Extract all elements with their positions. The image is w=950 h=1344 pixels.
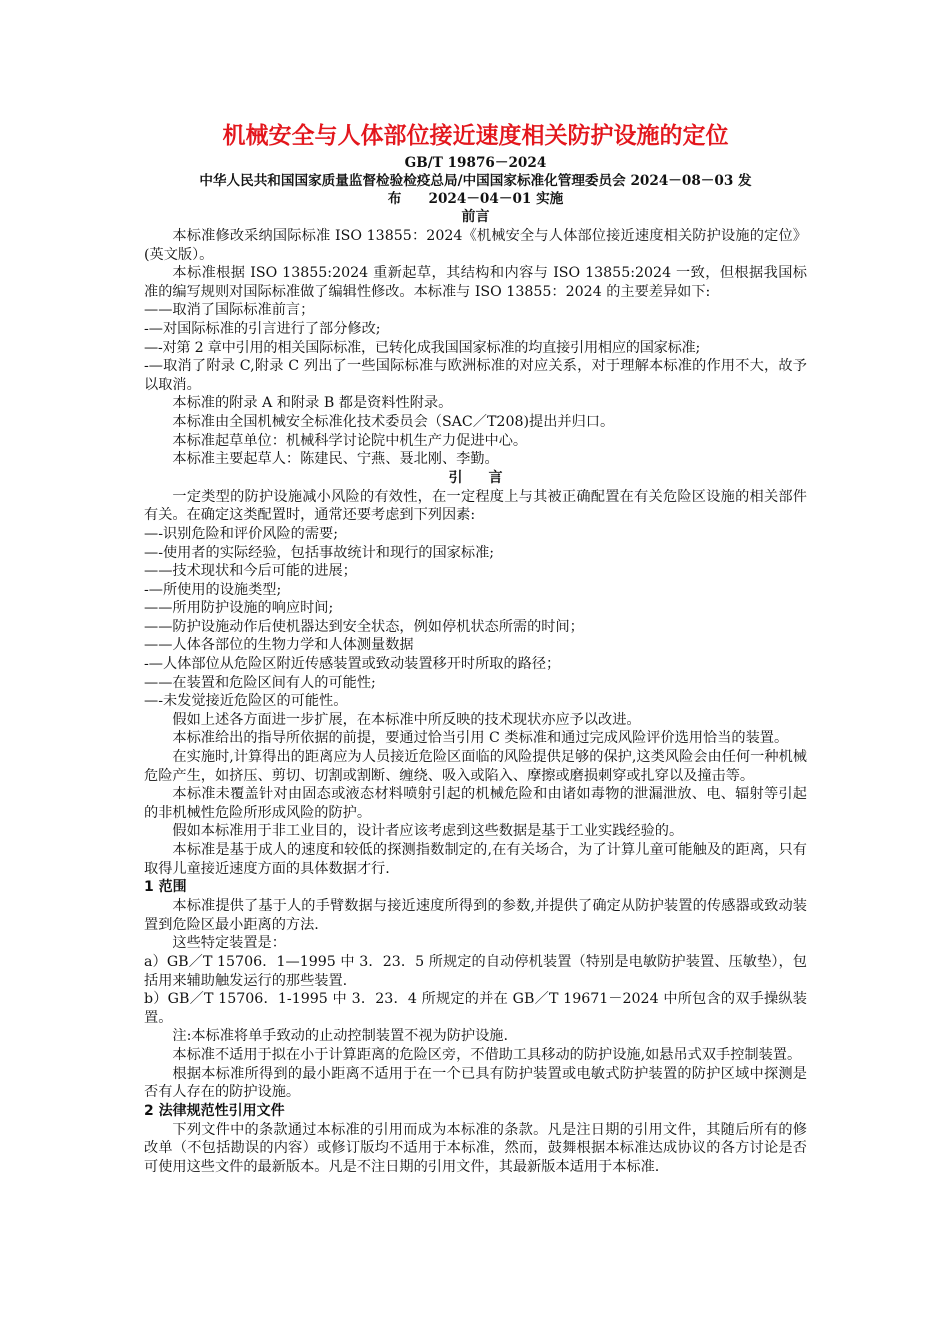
foreword-list-item: -—取消了附录 C,附录 C 列出了一些国际标准与欧洲标准的对应关系，对于理解本标准的作用不大，故予以取消。 [144, 358, 807, 393]
foreword-list-item: ——取消了国际标准前言； [144, 302, 315, 319]
foreword-list-item: -—对国际标准的引言进行了部分修改; [144, 320, 381, 337]
intro-list-item: —-识别危险和评价风险的需要; [144, 525, 339, 542]
intro-paragraph: 在实施时,计算得出的距离应为人员接近危险区面临的风险提供足够的保护,这类风险会由任何一种机械危险产生，如挤压、剪切、切割或割断、缠绕、吸入或陷入、摩擦或磨损刺穿或扎穿以及撞击等。 [144, 749, 807, 784]
intro-list-item: —-使用者的实际经验，包括事故统计和现行的国家标准; [144, 544, 495, 561]
foreword-heading: 前言 [461, 209, 490, 225]
publisher-line-2: 布 2024－04－01 实施 [387, 191, 564, 207]
foreword-list-item: —-对第 2 章中引用的相关国际标准，已转化成我国国家标准的均直接引用相应的国家标准; [144, 339, 700, 356]
intro-lead: 一定类型的防护设施减小风险的有效性，在一定程度上与其被正确配置在有关危险区设施的相关部件有关。在确定这类配置时，通常还要考虑到下列因素: [144, 488, 807, 524]
scope-note: 注:本标准将单手致动的止动控制装置不视为防护设施. [172, 1028, 508, 1045]
intro-list-item: ——防护设施动作后使机器达到安全状态，例如停机状态所需的时间； [144, 618, 584, 635]
references-paragraph: 下列文件中的条款通过本标准的引用而成为本标准的条款。凡是注日期的引用文件，其随后所有的修改单（不包括勘误的内容）或修订版均不适用于本标准，然而，鼓舞根据本标准达成协议的各方讨论是否可使用这些文件的最新版本。凡是不注日期的引用文件，其最新版本适用于本标准. [144, 1121, 807, 1175]
references-heading: 2 法律规范性引用文件 [144, 1102, 285, 1119]
foreword-closing: 本标准起草单位：机械科学讨论院中机生产力促进中心。 [172, 432, 528, 449]
foreword-closing: 本标准主要起草人：陈建民、宁燕、聂北刚、李勤。 [172, 451, 499, 468]
scope-paragraph: 本标准提供了基于人的手臂数据与接近速度所得到的参数,并提供了确定从防护装置的传感器或致动装置到危险区最小距离的方法. [144, 898, 807, 933]
intro-list-item: -—所使用的设施类型; [144, 581, 282, 598]
document-title: 机械安全与人体部位接近速度相关防护设施的定位 [222, 123, 729, 149]
publisher-info [144, 172, 807, 208]
scope-paragraph: 这些特定装置是： [172, 935, 286, 952]
scope-item-a: a）GB／T 15706．1—1995 中 3．23．5 所规定的自动停机装置（特别是电敏防护装置、压敏垫），包括用来辅助触发运行的那些装置. [144, 953, 807, 989]
intro-paragraph: 本标准是基于成人的速度和较低的探测指数制定的,在有关场合，为了计算儿童可能触及的距离，只有取得儿童接近速度方面的具体数据才行. [144, 842, 807, 877]
intro-heading: 引言 [448, 469, 529, 486]
intro-paragraph: 假如上述各方面进一步扩展，在本标准中所反映的技术现状亦应予以改进。 [172, 711, 641, 728]
intro-paragraph: 假如本标准用于非工业目的，设计者应该考虑到这些数据是基于工业实践经验的。 [172, 823, 684, 840]
intro-list-item: ——技术现状和今后可能的进展； [144, 563, 357, 580]
foreword-closing: 本标准由全国机械安全标准化技术委员会（SAC／T208)提出并归口。 [172, 413, 615, 430]
foreword-closing: 本标准的附录 A 和附录 B 都是资料性附录。 [172, 395, 453, 412]
scope-paragraph: 根据本标准所得到的最小距离不适用于在一个已具有防护装置或电敏式防护装置的防护区域中探测是否有人存在的防护设施。 [144, 1065, 807, 1101]
scope-item-b: b）GB／T 15706．1-1995 中 3．23．4 所规定的并在 GB／T 19671－2024 中所包含的双手操纵装置。 [144, 991, 807, 1026]
intro-paragraph: 本标准未覆盖针对由固态或液态材料喷射引起的机械危险和由诸如毒物的泄漏泄放、电、辐射等引起的非机械性危险所形成风险的防护。 [144, 786, 807, 821]
intro-list-item: ——所用防护设施的响应时间; [144, 600, 334, 617]
standard-code: GB/T 19876－2024 [404, 155, 547, 171]
intro-paragraph: 本标准给出的指导所依据的前提，要通过恰当引用 C 类标准和通过完成风险评价选用恰当的装置。 [172, 730, 789, 747]
scope-heading: 1 范围 [144, 879, 187, 896]
intro-list-item: —-未发觉接近危险区的可能性。 [144, 693, 348, 710]
foreword-paragraph: 本标准修改采纳国际标准 ISO 13855：2024《机械安全与人体部位接近速度相关防护设施的定位》(英文版）。 [144, 228, 807, 263]
intro-list-item: -—人体部位从危险区附近传感装置或致动装置移开时所取的路径； [144, 656, 561, 673]
intro-list-item: ——人体各部位的生物力学和人体测量数据 [144, 637, 414, 654]
publisher-line-1: 中华人民共和国国家质量监督检验检疫总局/中国国家标准化管理委员会 2024－08－03 发 [199, 173, 752, 189]
foreword-paragraph: 本标准根据 ISO 13855:2024 重新起草，其结构和内容与 ISO 13855:2024 一致，但根据我国标准的编写规则对国际标准做了编辑性修改。本标准与 ISO 13855：2024 的主要差异如下: [144, 265, 807, 300]
scope-paragraph: 本标准不适用于拟在小于计算距离的危险区旁，不借助工具移动的防护设施,如悬吊式双手控制装置。 [172, 1046, 802, 1063]
document-page [144, 118, 807, 1177]
intro-list-item: ——在装置和危险区间有人的可能性; [144, 674, 376, 691]
